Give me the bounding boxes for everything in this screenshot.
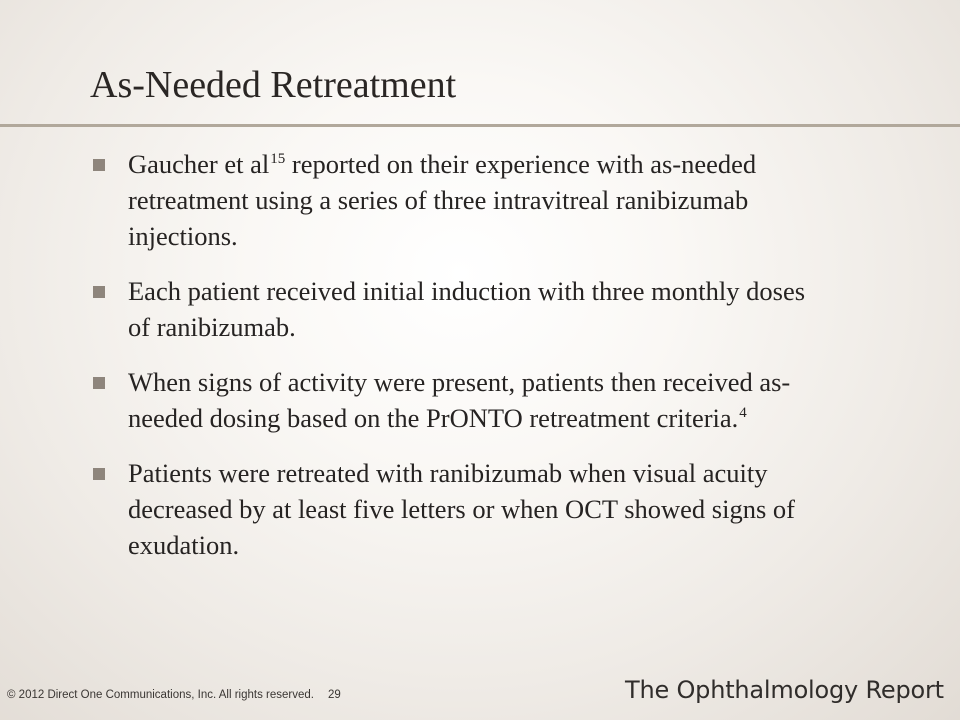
page-number: 29 xyxy=(327,689,341,701)
square-bullet-icon xyxy=(93,159,105,171)
bullet-item xyxy=(90,146,830,254)
bullet-item xyxy=(90,273,830,345)
square-bullet-icon xyxy=(93,286,105,298)
bullet-list xyxy=(90,146,830,582)
citation-reference: 4 xyxy=(739,405,747,421)
slide-title: As-Needed Retreatment xyxy=(90,64,457,106)
footer-copyright xyxy=(7,688,341,702)
bullet-text: Patients were retreated with ranibizumab when visual acuity decreased by at least five letters or when OCT showed signs of exudation. xyxy=(128,458,795,560)
bullet-text: Each patient received initial induction with three monthly doses of ranibizumab. xyxy=(128,276,806,342)
bullet-text: Gaucher et al xyxy=(128,149,270,179)
citation-reference: 15 xyxy=(270,151,286,167)
copyright-text: © 2012 Direct One Communications, Inc. All rights reserved. xyxy=(7,689,314,701)
square-bullet-icon xyxy=(93,468,105,480)
bullet-text: When signs of activity were present, patients then received as-needed dosing based on the PrONTO retreatment criteria. xyxy=(128,367,791,433)
title-divider xyxy=(0,124,960,127)
bullet-item xyxy=(90,455,830,563)
bullet-text-continued: reported on their experience with as-needed retreatment using a series of three intravitreal ranibizumab injections. xyxy=(128,149,757,251)
square-bullet-icon xyxy=(93,377,105,389)
bullet-item xyxy=(90,364,830,436)
brand-logo: The Ophthalmology Report xyxy=(625,676,944,704)
